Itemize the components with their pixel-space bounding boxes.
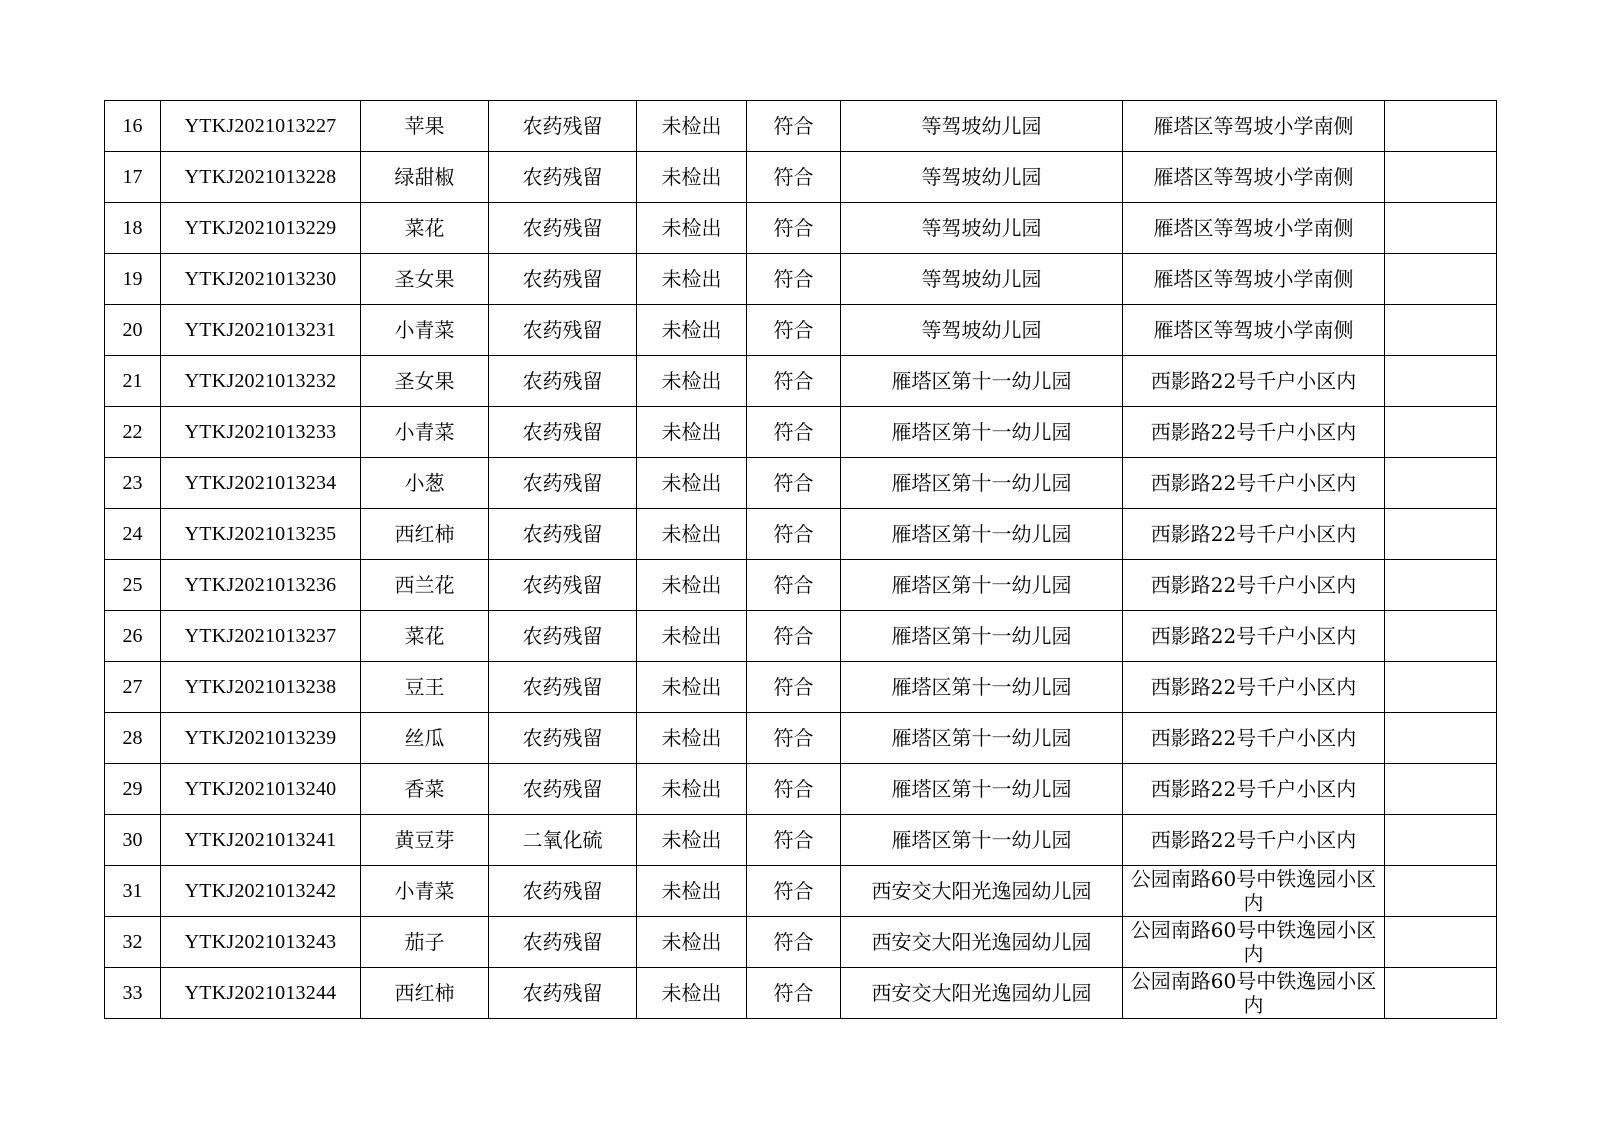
cell-conclusion: 符合: [747, 662, 841, 713]
cell-conclusion: 符合: [747, 254, 841, 305]
cell-test-result: 未检出: [637, 968, 747, 1019]
cell-conclusion: 符合: [747, 152, 841, 203]
cell-note: [1385, 458, 1497, 509]
cell-note: [1385, 662, 1497, 713]
cell-conclusion: 符合: [747, 917, 841, 968]
cell-test-item: 农药残留: [489, 560, 637, 611]
cell-unit: 雁塔区第十一幼儿园: [841, 509, 1123, 560]
cell-unit: 西安交大阳光逸园幼儿园: [841, 866, 1123, 917]
cell-unit: 雁塔区第十一幼儿园: [841, 815, 1123, 866]
cell-address: 雁塔区等驾坡小学南侧: [1123, 101, 1385, 152]
cell-index: 20: [105, 305, 161, 356]
cell-conclusion: 符合: [747, 356, 841, 407]
cell-unit: 西安交大阳光逸园幼儿园: [841, 968, 1123, 1019]
cell-sample-code: YTKJ2021013228: [161, 152, 361, 203]
table-row: [105, 152, 1497, 203]
cell-test-item: 农药残留: [489, 713, 637, 764]
cell-unit: 雁塔区第十一幼儿园: [841, 611, 1123, 662]
cell-sample-code: YTKJ2021013232: [161, 356, 361, 407]
cell-address: 雁塔区等驾坡小学南侧: [1123, 203, 1385, 254]
cell-test-item: 农药残留: [489, 254, 637, 305]
cell-address: 公园南路60号中铁逸园小区内: [1123, 968, 1385, 1019]
cell-conclusion: 符合: [747, 815, 841, 866]
cell-unit: 等驾坡幼儿园: [841, 152, 1123, 203]
cell-index: 17: [105, 152, 161, 203]
cell-test-item: 农药残留: [489, 611, 637, 662]
table-row: [105, 713, 1497, 764]
cell-unit: 雁塔区第十一幼儿园: [841, 662, 1123, 713]
table-row: [105, 509, 1497, 560]
cell-conclusion: 符合: [747, 968, 841, 1019]
cell-note: [1385, 254, 1497, 305]
cell-sample-code: YTKJ2021013230: [161, 254, 361, 305]
cell-test-item: 农药残留: [489, 764, 637, 815]
cell-unit: 雁塔区第十一幼儿园: [841, 407, 1123, 458]
cell-sample-name: 菜花: [361, 611, 489, 662]
table-row: [105, 764, 1497, 815]
cell-index: 25: [105, 560, 161, 611]
cell-sample-code: YTKJ2021013242: [161, 866, 361, 917]
cell-note: [1385, 764, 1497, 815]
cell-index: 29: [105, 764, 161, 815]
cell-conclusion: 符合: [747, 560, 841, 611]
cell-conclusion: 符合: [747, 305, 841, 356]
cell-unit: 等驾坡幼儿园: [841, 101, 1123, 152]
cell-address: 西影路22号千户小区内: [1123, 815, 1385, 866]
cell-sample-code: YTKJ2021013235: [161, 509, 361, 560]
table-row: [105, 866, 1497, 917]
cell-unit: 等驾坡幼儿园: [841, 254, 1123, 305]
cell-test-item: 二氧化硫: [489, 815, 637, 866]
cell-test-result: 未检出: [637, 611, 747, 662]
cell-index: 32: [105, 917, 161, 968]
cell-conclusion: 符合: [747, 407, 841, 458]
cell-sample-name: 西红柿: [361, 509, 489, 560]
cell-conclusion: 符合: [747, 611, 841, 662]
cell-sample-code: YTKJ2021013234: [161, 458, 361, 509]
cell-test-result: 未检出: [637, 560, 747, 611]
cell-index: 26: [105, 611, 161, 662]
cell-address: 西影路22号千户小区内: [1123, 713, 1385, 764]
cell-sample-name: 圣女果: [361, 356, 489, 407]
cell-index: 18: [105, 203, 161, 254]
cell-sample-name: 小青菜: [361, 866, 489, 917]
cell-test-item: 农药残留: [489, 305, 637, 356]
cell-index: 19: [105, 254, 161, 305]
cell-note: [1385, 611, 1497, 662]
cell-address: 西影路22号千户小区内: [1123, 764, 1385, 815]
cell-index: 24: [105, 509, 161, 560]
cell-unit: 雁塔区第十一幼儿园: [841, 458, 1123, 509]
table-row: [105, 305, 1497, 356]
cell-sample-name: 香菜: [361, 764, 489, 815]
cell-note: [1385, 560, 1497, 611]
cell-test-result: 未检出: [637, 458, 747, 509]
table-row: [105, 560, 1497, 611]
table-row: [105, 203, 1497, 254]
table-body: [105, 101, 1497, 1019]
cell-sample-code: YTKJ2021013241: [161, 815, 361, 866]
cell-index: 31: [105, 866, 161, 917]
cell-note: [1385, 509, 1497, 560]
cell-address: 公园南路60号中铁逸园小区内: [1123, 866, 1385, 917]
cell-test-item: 农药残留: [489, 662, 637, 713]
cell-index: 30: [105, 815, 161, 866]
cell-test-result: 未检出: [637, 764, 747, 815]
cell-index: 21: [105, 356, 161, 407]
cell-test-item: 农药残留: [489, 101, 637, 152]
cell-test-result: 未检出: [637, 662, 747, 713]
cell-note: [1385, 356, 1497, 407]
cell-conclusion: 符合: [747, 764, 841, 815]
cell-sample-code: YTKJ2021013238: [161, 662, 361, 713]
cell-address: 雁塔区等驾坡小学南侧: [1123, 305, 1385, 356]
cell-unit: 雁塔区第十一幼儿园: [841, 764, 1123, 815]
cell-index: 33: [105, 968, 161, 1019]
cell-sample-name: 西红柿: [361, 968, 489, 1019]
cell-note: [1385, 101, 1497, 152]
cell-sample-code: YTKJ2021013240: [161, 764, 361, 815]
cell-test-item: 农药残留: [489, 152, 637, 203]
cell-conclusion: 符合: [747, 509, 841, 560]
cell-unit: 西安交大阳光逸园幼儿园: [841, 917, 1123, 968]
cell-sample-name: 绿甜椒: [361, 152, 489, 203]
cell-test-item: 农药残留: [489, 203, 637, 254]
cell-note: [1385, 866, 1497, 917]
cell-note: [1385, 713, 1497, 764]
cell-test-item: 农药残留: [489, 356, 637, 407]
cell-sample-name: 西兰花: [361, 560, 489, 611]
cell-test-result: 未检出: [637, 866, 747, 917]
cell-sample-code: YTKJ2021013244: [161, 968, 361, 1019]
cell-note: [1385, 305, 1497, 356]
table-row: [105, 356, 1497, 407]
cell-index: 28: [105, 713, 161, 764]
cell-sample-code: YTKJ2021013236: [161, 560, 361, 611]
cell-conclusion: 符合: [747, 713, 841, 764]
inspection-results-table: [104, 100, 1497, 1019]
cell-index: 23: [105, 458, 161, 509]
cell-sample-name: 小青菜: [361, 305, 489, 356]
cell-address: 雁塔区等驾坡小学南侧: [1123, 152, 1385, 203]
cell-sample-code: YTKJ2021013231: [161, 305, 361, 356]
cell-test-result: 未检出: [637, 203, 747, 254]
table-row: [105, 662, 1497, 713]
cell-sample-code: YTKJ2021013227: [161, 101, 361, 152]
cell-unit: 雁塔区第十一幼儿园: [841, 356, 1123, 407]
cell-test-result: 未检出: [637, 254, 747, 305]
cell-unit: 等驾坡幼儿园: [841, 203, 1123, 254]
table-row: [105, 407, 1497, 458]
cell-sample-name: 黄豆芽: [361, 815, 489, 866]
cell-conclusion: 符合: [747, 866, 841, 917]
cell-sample-code: YTKJ2021013237: [161, 611, 361, 662]
table-row: [105, 968, 1497, 1019]
cell-note: [1385, 152, 1497, 203]
cell-test-result: 未检出: [637, 815, 747, 866]
cell-test-result: 未检出: [637, 509, 747, 560]
cell-address: 西影路22号千户小区内: [1123, 662, 1385, 713]
cell-sample-code: YTKJ2021013243: [161, 917, 361, 968]
table-row: [105, 611, 1497, 662]
cell-sample-code: YTKJ2021013229: [161, 203, 361, 254]
table-row: [105, 101, 1497, 152]
cell-sample-name: 苹果: [361, 101, 489, 152]
cell-test-item: 农药残留: [489, 509, 637, 560]
cell-index: 22: [105, 407, 161, 458]
cell-test-item: 农药残留: [489, 458, 637, 509]
table-row: [105, 917, 1497, 968]
cell-note: [1385, 968, 1497, 1019]
cell-address: 西影路22号千户小区内: [1123, 611, 1385, 662]
cell-test-result: 未检出: [637, 101, 747, 152]
cell-unit: 等驾坡幼儿园: [841, 305, 1123, 356]
cell-test-item: 农药残留: [489, 866, 637, 917]
cell-sample-name: 小青菜: [361, 407, 489, 458]
cell-sample-name: 菜花: [361, 203, 489, 254]
cell-address: 公园南路60号中铁逸园小区内: [1123, 917, 1385, 968]
cell-note: [1385, 815, 1497, 866]
cell-sample-name: 豆王: [361, 662, 489, 713]
cell-sample-name: 茄子: [361, 917, 489, 968]
cell-unit: 雁塔区第十一幼儿园: [841, 713, 1123, 764]
cell-test-result: 未检出: [637, 305, 747, 356]
table-row: [105, 815, 1497, 866]
cell-address: 雁塔区等驾坡小学南侧: [1123, 254, 1385, 305]
cell-conclusion: 符合: [747, 203, 841, 254]
cell-note: [1385, 917, 1497, 968]
cell-unit: 雁塔区第十一幼儿园: [841, 560, 1123, 611]
cell-address: 西影路22号千户小区内: [1123, 458, 1385, 509]
cell-sample-code: YTKJ2021013239: [161, 713, 361, 764]
cell-test-item: 农药残留: [489, 968, 637, 1019]
cell-conclusion: 符合: [747, 458, 841, 509]
cell-note: [1385, 203, 1497, 254]
cell-test-result: 未检出: [637, 356, 747, 407]
cell-index: 16: [105, 101, 161, 152]
cell-index: 27: [105, 662, 161, 713]
cell-note: [1385, 407, 1497, 458]
cell-address: 西影路22号千户小区内: [1123, 407, 1385, 458]
cell-sample-name: 圣女果: [361, 254, 489, 305]
cell-test-result: 未检出: [637, 713, 747, 764]
cell-test-item: 农药残留: [489, 917, 637, 968]
cell-test-result: 未检出: [637, 407, 747, 458]
cell-test-result: 未检出: [637, 152, 747, 203]
cell-conclusion: 符合: [747, 101, 841, 152]
cell-address: 西影路22号千户小区内: [1123, 560, 1385, 611]
cell-test-result: 未检出: [637, 917, 747, 968]
cell-address: 西影路22号千户小区内: [1123, 509, 1385, 560]
cell-sample-name: 丝瓜: [361, 713, 489, 764]
cell-sample-name: 小葱: [361, 458, 489, 509]
cell-address: 西影路22号千户小区内: [1123, 356, 1385, 407]
cell-test-item: 农药残留: [489, 407, 637, 458]
table-row: [105, 458, 1497, 509]
table-row: [105, 254, 1497, 305]
cell-sample-code: YTKJ2021013233: [161, 407, 361, 458]
